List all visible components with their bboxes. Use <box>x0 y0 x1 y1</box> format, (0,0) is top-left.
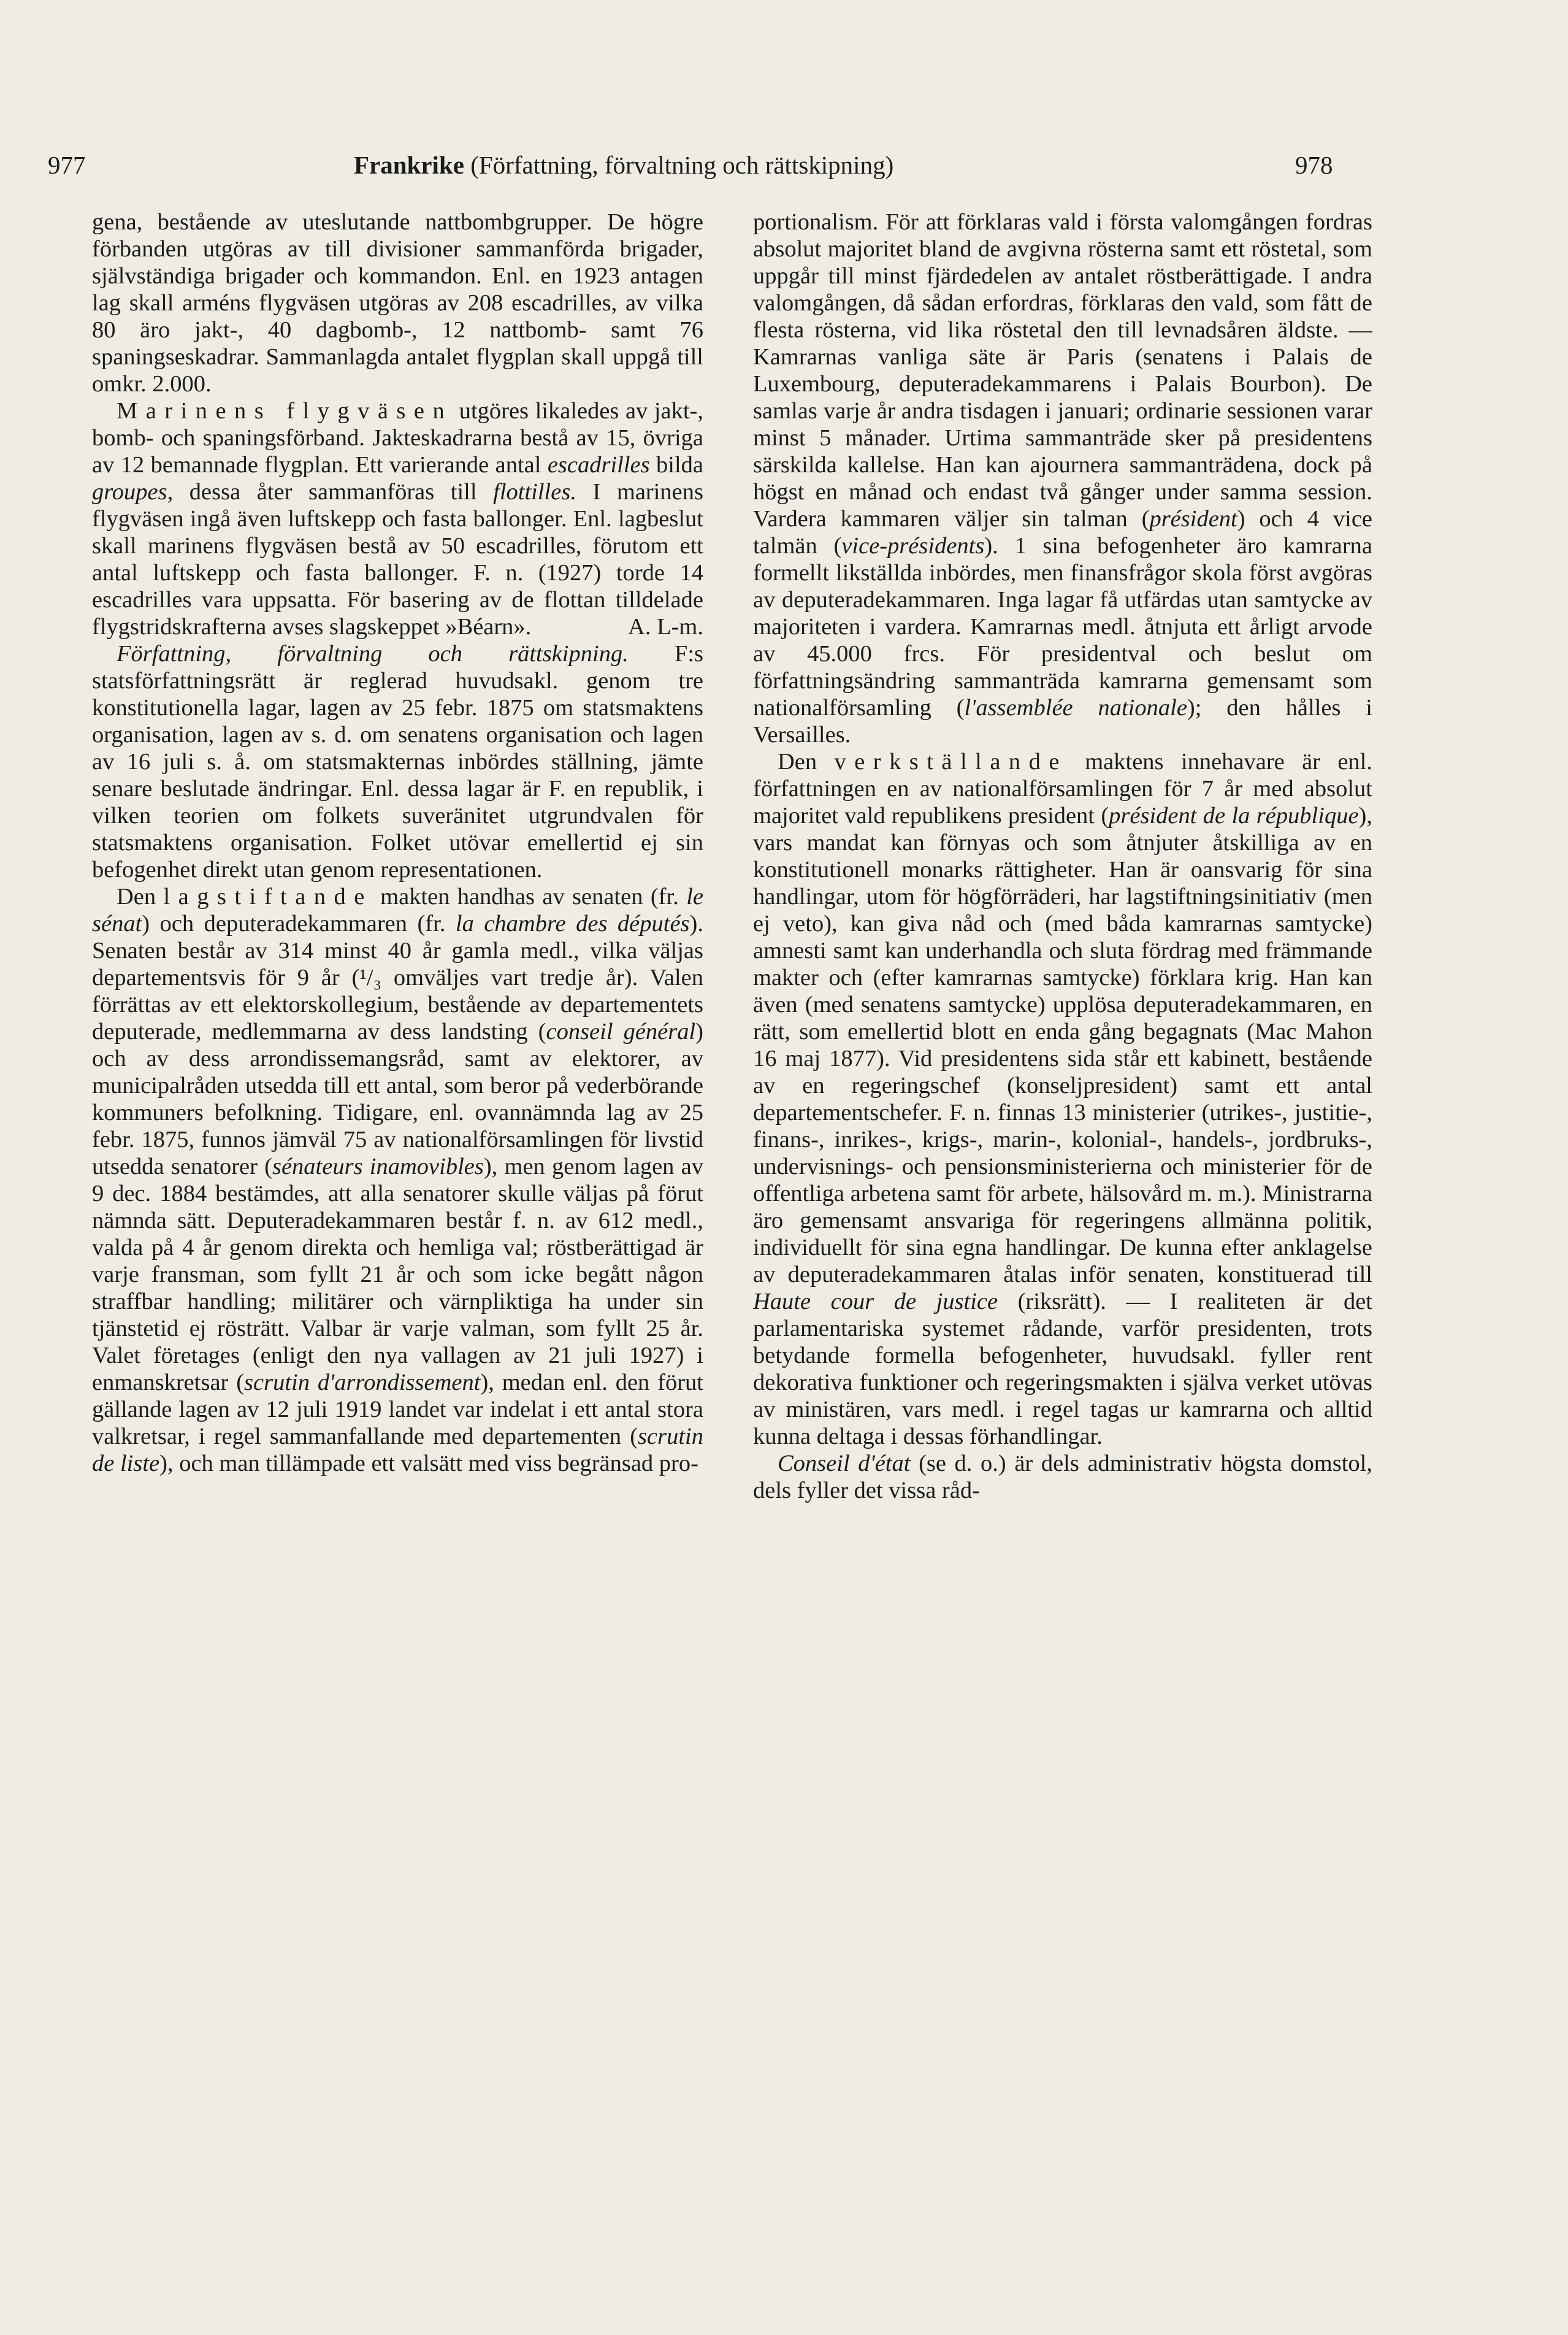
text-run: ) och deputeradekammaren (fr. <box>142 911 456 937</box>
italic-term: la chambre des députés <box>455 911 690 937</box>
italic-term: vice-présidents <box>841 533 985 559</box>
page-number-right: 978 <box>1295 151 1333 179</box>
text-run: makten handhas av senaten (fr. <box>372 884 687 910</box>
text-run: omväljes vart tredje år). Valen förrättas av ett elektorskollegium, bestående av departementets deputerade, medlemmarna av dess landsting ( <box>92 965 703 1045</box>
text-run: ); den hålles i Versailles. <box>753 695 1372 748</box>
text-run: ), vars mandat kan förnyas och som åtnjuter åtskilliga av en konstitutionell monarks rättigheter. Han är oansvarig för sina handlingar, utom för högförräderi, har lagstiftningsinitiativ (men ej veto), kan giva nåd och (med båda kamrarnas samtycke) amnesti samt kan underhandla och sluta fördrag med främmande makter och (efter kamrarnas samtycke) förklara krig. Han kan även (med senatens samtycke) upplösa deputeradekammaren, en rätt, som emellertid blott en enda gång begagnats (Mac Mahon 16 maj 1877). Vid presidentens sida står ett kabinett, bestående av en regeringschef (konseljpresident) samt ett antal departementschefer. F. n. finnas 13 ministerier (utrikes-, justitie-, finans-, inrikes-, krigs-, marin-, kolonial-, handels-, jordbruks-, undervisnings- och pensionsministerierna och ministerier för de offentliga arbetena samt för arbete, hälsovård m. m.). Ministrarna äro gemensamt ansvariga för regeringens allmänna politik, individuellt för sina egna handlingar. De kunna efter anklagelse av deputeradekammaren åtalas inför senaten, konstituerad till <box>753 803 1372 1287</box>
paragraph-constitution <box>92 640 703 883</box>
paragraph-elections <box>753 209 1372 748</box>
text-run: ), men genom lagen av 9 dec. 1884 bestämdes, att alla senatorer skulle väljas på förut nämnda sätt. Deputeradekammaren består f. n. av 612 medl., valda på 4 år genom direkta och hemliga val; röstberättigad är varje fransman, som fyllt 21 år och som icke begått någon straffbar handling; militärer och värnpliktiga ha under sin tjänstetid ej rösträtt. Valbar är varje valman, som fyllt 25 år. Valet företages (enligt den nya vallagen av 21 juli 1927) i enmanskretsar ( <box>92 1154 703 1395</box>
italic-term: flottilles. <box>493 479 576 505</box>
running-title-rest: (Författning, förvaltning och rättskipning) <box>464 151 894 179</box>
italic-term: président de la république <box>1109 803 1359 829</box>
text-run: (riksrätt). — I realiteten är det parlamentariska systemet rådande, varför presidenten, trots betydande formella befogenheter, huvudsakl. fyller rent dekorativa funktioner och regeringsmakten i själva verket utövas av ministären, vars medl. i regel tagas ur kamrarna och alltid kunna deltaga i dessas förhandlingar. <box>753 1289 1372 1449</box>
text-run: Den <box>778 749 835 775</box>
italic-term: conseil général <box>546 1019 696 1045</box>
italic-term: le sénat <box>92 884 703 937</box>
text-run: ). Senaten består av 314 minst 40 år gamla medl., vilka väljas departementsvis för 9 år ( <box>92 911 703 991</box>
text-run: ). 1 sina befogenheter äro kamrarna formellt likställda inbördes, men finansfrågor skola först avgöras av deputeradekammaren. Inga lagar få utfärdas utan samtycke av majoriteten i vardera. Kamrarnas medl. åtnjuta ett årligt arvode av 45.000 frcs. För presidentval och beslut om författningsändring sammanträda kamrarna gemensamt som nationalförsamling ( <box>753 533 1372 721</box>
fraction: ¹/₃ <box>359 965 382 991</box>
section-heading: Författning, förvaltning och rättskipning. <box>117 641 629 667</box>
text-run: ), och man tillämpade ett valsätt med viss begränsad pro- <box>159 1451 698 1476</box>
italic-term: l'assemblée nationale <box>964 695 1187 721</box>
text-run: I marinens flygväsen ingå även luftskepp och fasta ballonger. Enl. lagbeslut skall marinens flygväsen bestå av 50 escadrilles, förutom ett antal luftskepp och fasta ballonger. F. n. (1927) torde 14 escadrilles vara uppsatta. För basering av de flottan tilldelade flygstridskrafterna avses slagskeppet »Béarn». <box>92 479 703 640</box>
spaced-term: Marinens flygväsen <box>117 398 453 424</box>
italic-term: escadrilles <box>547 452 650 478</box>
text-run: Den <box>117 884 164 910</box>
italic-term: scrutin de liste <box>92 1424 703 1476</box>
left-column <box>92 209 703 2294</box>
text-run: ) och av dess arrondissemangsråd, samt av elektorer, av municipalråden utsedda till ett antal, som beror på vederbörande kommuners befolkning. Tidigare, enl. ovannämnda lag av 25 febr. 1875, funnos jämväl 75 av nationalförsamlingen för livstid utsedda senatorer ( <box>92 1019 703 1179</box>
italic-term: sénateurs inamovibles <box>272 1154 484 1179</box>
text-run: portionalism. För att förklaras vald i första valomgången fordras absolut majoritet bland de avgivna rösterna samt ett röstetal, som uppgår till minst fjärdedelen av antalet röstberättigade. I andra valomgången, då sådan erfordras, förklaras den vald, som fått de flesta rösterna, vid lika röstetal den till levnadsåren äldste. — Kamrarnas vanliga säte är Paris (senatens i Palais de Luxembourg, deputeradekammarens i Palais Bourbon). De samlas varje år andra tisdagen i januari; ordinarie sessionen varar minst 5 månader. Urtima sammanträde sker på presidentens särskilda kallelse. Han kan ajournera sammanträdena, dock på högst en månad och endast två gånger under samma session. Vardera kammaren väljer sin talman ( <box>753 209 1372 532</box>
paragraph-conseil-etat <box>753 1450 1372 1504</box>
text-run: ) och 4 vice talmän ( <box>753 506 1372 559</box>
author-signature: A. L-m. <box>628 614 703 640</box>
paragraph-legislative <box>92 883 703 1477</box>
spaced-term: lagstiftande <box>163 884 373 910</box>
text-run: maktens innehavare är enl. författningen en av nationalförsamlingen för 7 år med absolut majoritet vald republikens president ( <box>753 749 1372 829</box>
text-run: bilda <box>649 452 703 478</box>
text-run: ), medan enl. den förut gällande lagen av 12 juli 1919 landet var indelat i ett antal stora valkretsar, i regel sammanfallande med departementen ( <box>92 1370 703 1449</box>
text-run: dessa åter sammanföras till <box>173 479 494 505</box>
italic-term: président <box>1149 506 1237 532</box>
paragraph-executive <box>753 748 1372 1450</box>
text-run: (se d. o.) är dels administrativ högsta domstol, dels fyller det vissa råd- <box>753 1451 1372 1503</box>
paragraph-naval-aviation <box>92 397 703 640</box>
page-number-left: 977 <box>48 151 86 179</box>
right-column <box>753 209 1372 2294</box>
italic-term: groupes, <box>92 479 174 505</box>
italic-term: Haute cour de justice <box>753 1289 998 1314</box>
running-title-bold: Frankrike <box>354 151 464 179</box>
text-run: utgöres likaledes av jakt-, bomb- och spaningsförband. Jakteskadrarna bestå av 15, övriga av 12 bemannade flygplan. Ett varierande antal <box>92 398 703 478</box>
italic-term: scrutin d'arrondissement <box>244 1370 481 1395</box>
paragraph-air-army: gena, bestående av uteslutande nattbombgrupper. De högre förbanden utgöras av till divisioner sammanförda brigader, självständiga brigader och kommandon. Enl. en 1923 antagen lag skall arméns flygväsen utgöras av 208 escadrilles, av vilka 80 äro jakt-, 40 dagbomb-, 12 nattbomb- samt 76 spaningseskadrar. Sammanlagda antalet flygplan skall uppgå till omkr. 2.000. <box>92 209 703 397</box>
running-title <box>354 150 893 180</box>
running-header <box>0 150 1568 193</box>
spaced-term: verkställande <box>834 749 1068 775</box>
italic-term: Conseil d'état <box>778 1451 911 1476</box>
text-run: F:s statsförfattningsrätt är reglerad huvudsakl. genom tre konstitutionella lagar, lagen av 25 febr. 1875 om statsmaktens organisation, lagen av s. d. om senatens organisation och lagen av 16 juli s. å. om statsmakternas inbördes ställning, jämte senare beslutade ändringar. Enl. dessa lagar är F. en republik, i vilken teorien om folkets suveränitet utgrundvalen för statsmaktens organisation. Folket utövar emellertid ej sin befogenhet direkt utan genom representationen. <box>92 641 703 883</box>
